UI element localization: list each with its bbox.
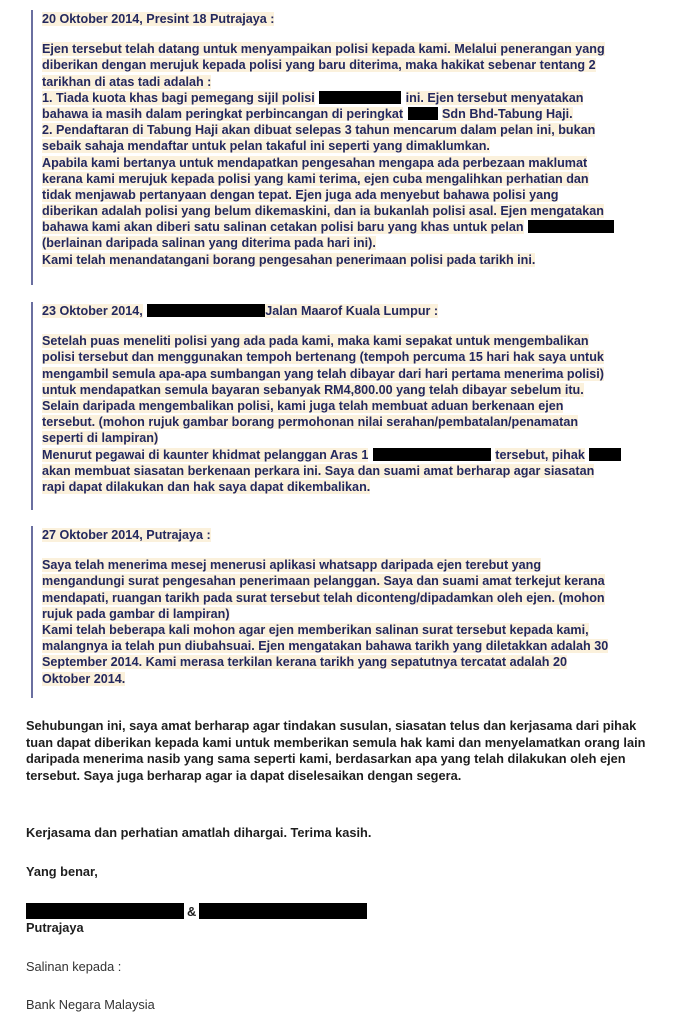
redaction-block (589, 448, 621, 461)
sign-off: Yang benar, (26, 864, 98, 879)
redaction-block (319, 91, 401, 104)
section-27-oktober (31, 526, 670, 698)
cc-label: Salinan kepada : (26, 959, 122, 974)
paragraph-line: tarikhan di atas tadi adalah : (42, 74, 212, 89)
paragraph-line: September 2014. Kami merasa terkilan kerana tarikh yang sepatutnya tercatat adalah 20 (42, 655, 567, 670)
redaction-block (528, 220, 614, 233)
section-heading: 23 Oktober 2014, (42, 304, 143, 318)
redaction-block (373, 448, 491, 461)
paragraph-line: Selain daripada mengembalikan polisi, kami juga telah membuat aduan berkenaan ejen (42, 398, 564, 413)
paragraph-line: akan membuat siasatan berkenaan perkara ini. Saya dan suami amat berharap agar siasatan (42, 463, 595, 478)
paragraph-line: rapi dapat dilakukan dan hak saya dapat dikembalikan. (42, 479, 371, 494)
paragraph-line: Oktober 2014. (42, 671, 126, 686)
redaction-block (408, 107, 438, 120)
paragraph-line: 2. Pendaftaran di Tabung Haji akan dibuat selepas 3 tahun mencarum dalam pelan ini, bukan (42, 123, 596, 138)
paragraph-line: malangnya ia telah pun diubahsuai. Ejen mengatakan bahawa tarikh yang diletakkan adalah 30 (42, 639, 609, 654)
paragraph-line: untuk mendapatkan semula bayaran sebanyak RM4,800.00 yang telah dibayar sebelum itu. (42, 382, 584, 397)
paragraph-line: Kami telah beberapa kali mohon agar ejen memberikan salinan surat tersebut kepada kami, (42, 622, 589, 637)
redaction-block (147, 304, 265, 317)
paragraph-line: mendapati, ruangan tarikh pada surat tersebut telah diconteng/dipadamkan oleh ejen. (mohon (42, 590, 605, 605)
section-20-oktober (31, 10, 670, 285)
paragraph-line: tersebut, pihak (495, 447, 585, 462)
paragraph-line: 1. Tiada kuota khas bagi pemegang sijil polisi (42, 90, 315, 105)
redaction-block (26, 903, 184, 919)
paragraph-line: Sdn Bhd-Tabung Haji. (442, 106, 573, 121)
thanks-line: Kerjasama dan perhatian amatlah dihargai. Terima kasih. (26, 825, 372, 840)
paragraph-line: bahawa kami akan diberi satu salinan cetakan polisi baru yang khas untuk pelan (42, 220, 524, 235)
paragraph-line: sebaik sahaja mendaftar untuk pelan takaful ini seperti yang dimaklumkan. (42, 139, 490, 154)
closing-paragraph: Sehubungan ini, saya amat berharap agar tindakan susulan, siasatan telus dan kerjasama dari pihak tuan dapat diberikan kepada kami untuk memberikan semula hak kami dan menyelamatkan orang lain daripada menerima nasib yang sama seperti kami, berdasarkan apa yang telah dilakukan oleh ejen tersebut. Saya juga berharap agar ia dapat diselesaikan dengan segera. (26, 718, 646, 783)
section-heading: 20 Oktober 2014, Presint 18 Putrajaya : (42, 12, 275, 26)
paragraph-line: polisi tersebut dan menggunakan tempoh bertenang (tempoh percuma 15 hari hak saya untuk (42, 350, 604, 365)
paragraph-line: diberikan adalah polisi yang belum dikemaskini, dan ia bukanlah polisi asal. Ejen mengatakan (42, 204, 604, 219)
paragraph-line: Ejen tersebut telah datang untuk menyampaikan polisi kepada kami. Melalui penerangan yang (42, 42, 605, 57)
paragraph-line: Menurut pegawai di kaunter khidmat pelanggan Aras 1 (42, 447, 369, 462)
section-heading: 27 Oktober 2014, Putrajaya : (42, 528, 211, 542)
cc-recipient: Bank Negara Malaysia (26, 997, 155, 1012)
paragraph-line: kerana kami merujuk kepada polisi yang kami terima, ejen cuba mengalihkan perhatian dan (42, 171, 589, 186)
paragraph-line: seperti di lampiran) (42, 431, 159, 446)
paragraph-line: bahawa ia masih dalam peringkat perbincangan di peringkat (42, 106, 404, 121)
place-line: Putrajaya (26, 920, 84, 935)
paragraph-line: tersebut. (mohon rujuk gambar borang permohonan nilai serahan/pembatalan/penamatan (42, 415, 579, 430)
paragraph-line: mengambil semula apa-apa sumbangan yang telah dibayar dari hari pertama menerima polisi) (42, 366, 604, 381)
paragraph-line: (berlainan daripada salinan yang diterima pada hari ini). (42, 236, 376, 251)
paragraph-line: Apabila kami bertanya untuk mendapatkan pengesahan mengapa ada perbezaan maklumat (42, 155, 588, 170)
paragraph-line: mengandungi surat pengesahan penerimaan pelanggan. Saya dan suami amat terkejut kerana (42, 574, 605, 589)
paragraph-line: rujuk pada gambar di lampiran) (42, 606, 230, 621)
paragraph-line: Kami telah menandatangani borang pengesahan penerimaan polisi pada tarikh ini. (42, 252, 536, 267)
paragraph-line: tidak menjawab pertanyaan dengan tepat. Ejen juga ada menyebut bahawa polisi yang (42, 187, 559, 202)
ampersand: & (187, 904, 197, 919)
paragraph-line: Setelah puas meneliti polisi yang ada pada kami, maka kami sepakat untuk mengembalikan (42, 334, 589, 349)
paragraph-line: ini. Ejen tersebut menyatakan (405, 90, 584, 105)
signatories (26, 903, 367, 919)
paragraph-line: Saya telah menerima mesej menerusi aplikasi whatsapp daripada ejen terebut yang (42, 558, 542, 573)
redaction-block (199, 903, 367, 919)
section-23-oktober (31, 302, 670, 510)
section-heading: Jalan Maarof Kuala Lumpur : (265, 304, 439, 318)
paragraph-line: diberikan dengan merujuk kepada polisi yang baru diterima, maka hakikat sebenar tentang 2 (42, 58, 596, 73)
